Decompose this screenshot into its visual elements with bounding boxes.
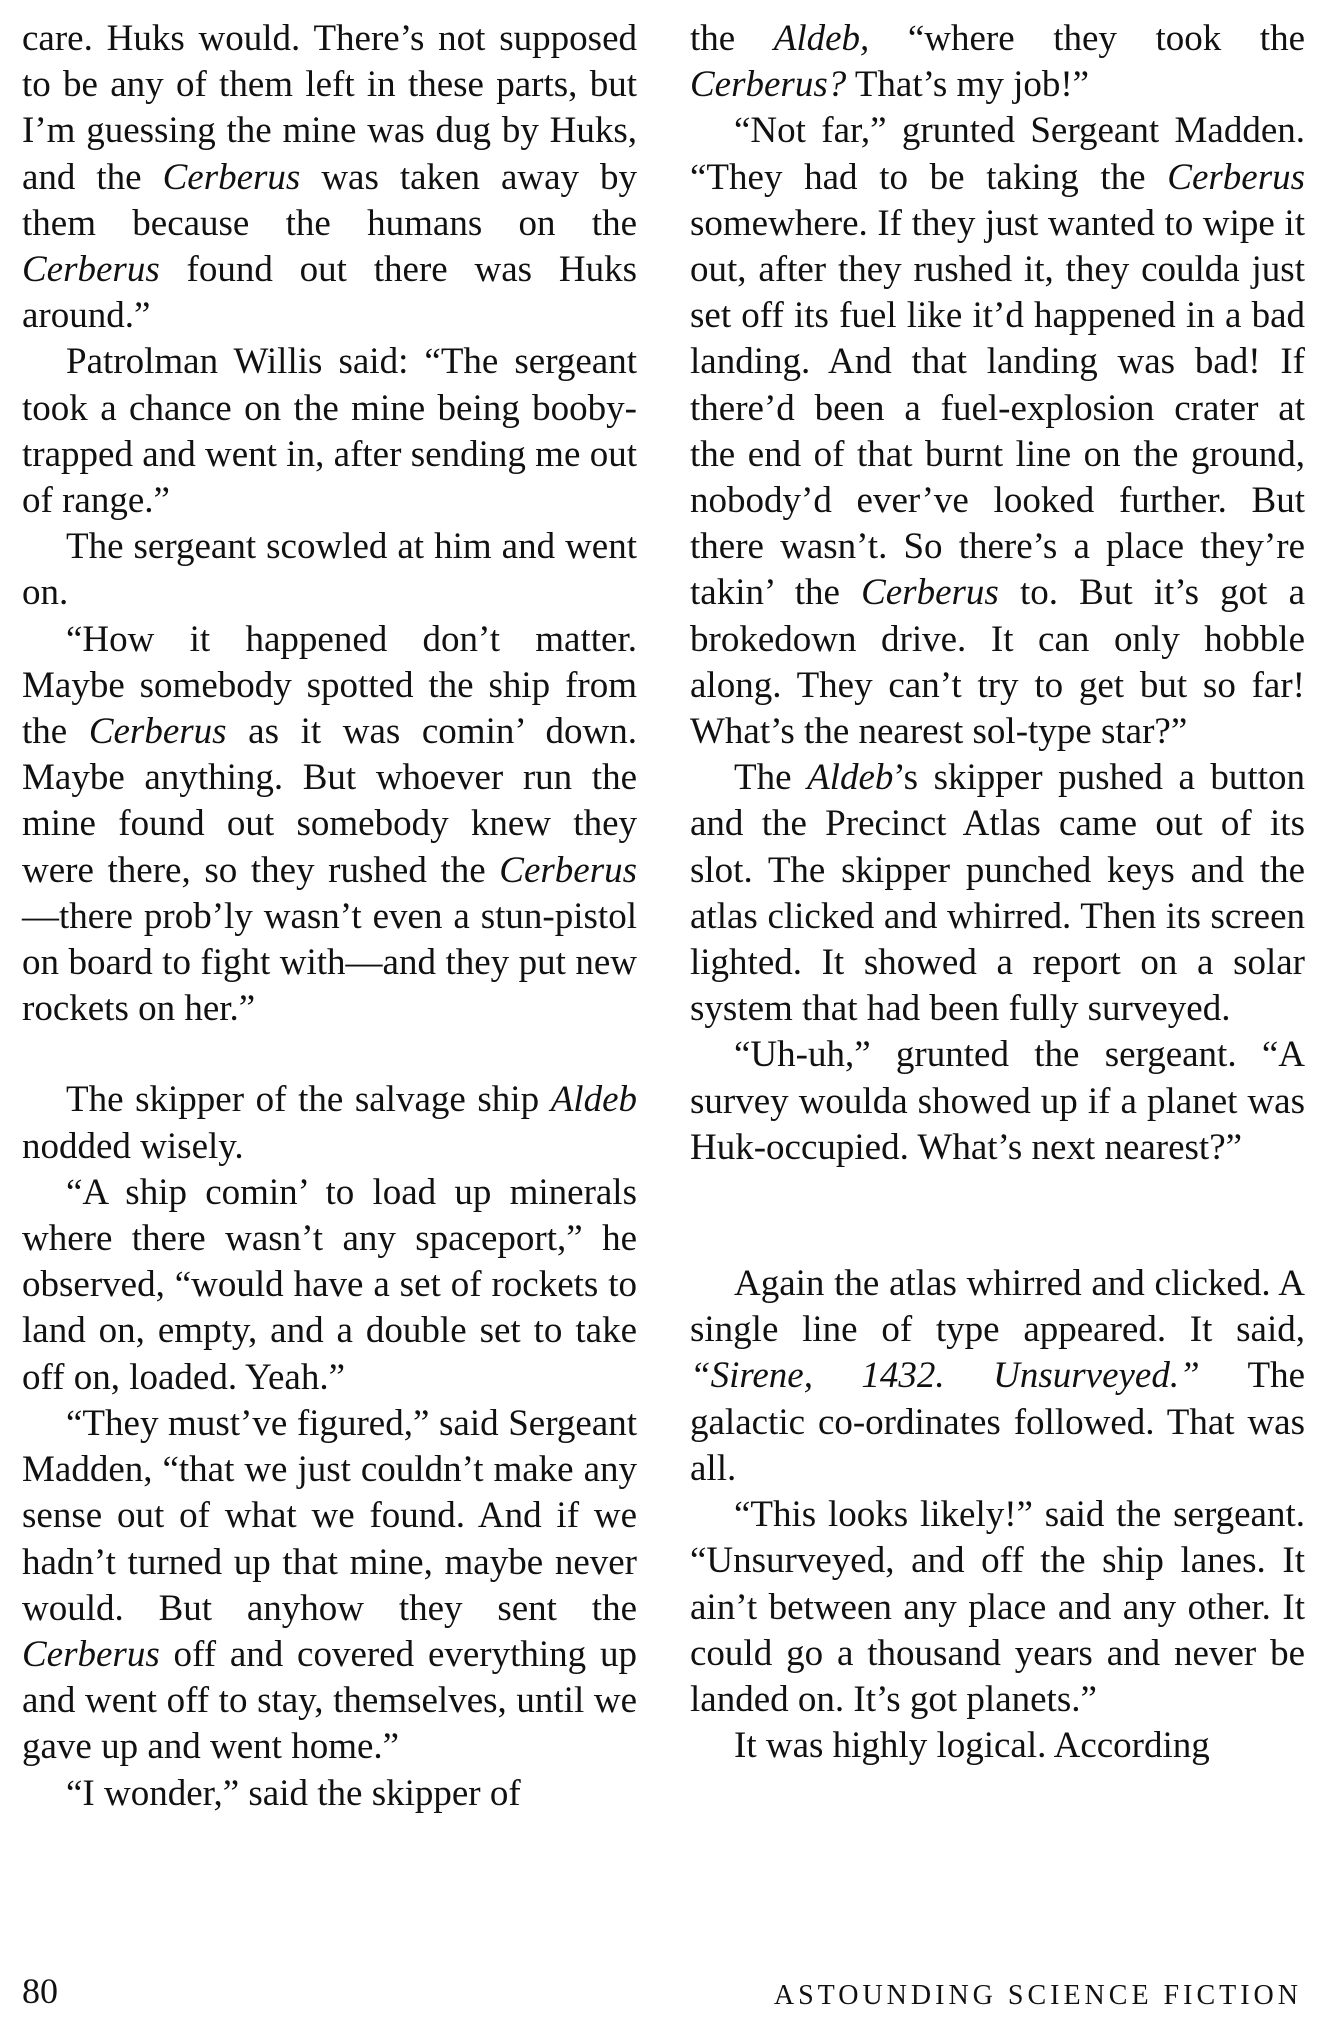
page-number: 80 (22, 1971, 58, 2011)
italic-text: Aldeb (550, 1079, 637, 1121)
paragraph (690, 755, 1305, 1032)
paragraph (690, 1492, 1305, 1723)
paragraph (690, 1723, 1305, 1769)
text-run: “Not far,” grunted Sergeant Madden. “They had to be taking the (690, 110, 1305, 198)
text-run: ’s skipper pushed a button and the Precinct Atlas came out of its slot. The skipper punched keys and the atlas clicked and whirred. Then its screen lighted. It showed a report on a solar system that had been fully surveyed. (690, 757, 1305, 1030)
text-run: The galactic co-ordinates followed. That was all. (690, 1355, 1306, 1489)
paragraph (690, 1032, 1305, 1171)
left-column (22, 16, 637, 1817)
text-run: Patrolman Willis said: “The sergeant took a chance on the mine being booby-trapped and went in, after sending me out of range.” (22, 341, 637, 522)
text-run: found out there was Huks around.” (22, 249, 637, 337)
text-run: “How it happened don’t matter. Maybe somebody spotted the ship from the (22, 618, 637, 753)
text-run: off and covered everything up and went off to stay, themselves, until we gave up and went home.” (22, 1633, 637, 1768)
text-run: The skipper of the salvage ship (66, 1079, 551, 1121)
text-run: somewhere. If they just wanted to wipe it out, after they rushed it, they coulda just set off its fuel like it’d happened in a bad landing. And that landing was bad! If there’d been a fuel-explosion crater at the end of that burnt line on the ground, nobody’d ever’ve looked further. But there wasn’t. So there’s a place they’re takin’ the (690, 202, 1305, 614)
text-run: That’s my job!” (846, 64, 1090, 106)
italic-text: Aldeb (807, 757, 894, 799)
italic-text: Cerberus (861, 572, 999, 614)
text-run: care. Huks would. There’s not supposed to be any of them left in these parts, but I’m guessing the mine was dug by Huks, and the (22, 18, 637, 198)
text-run: It was highly logical. According (734, 1725, 1210, 1767)
text-run: The sergeant scowled at him and went on. (22, 526, 637, 614)
italic-text: Cerberus (22, 1633, 160, 1675)
paragraph (22, 339, 637, 524)
italic-text: Cerberus (162, 156, 301, 198)
italic-text: Cerberus (22, 249, 160, 291)
right-column (690, 16, 1305, 1769)
text-run: to. But it’s got a brokedown drive. It can only hobble along. They can’t try to get but so far! What’s the nearest sol-type star?” (690, 572, 1306, 753)
paragraph (690, 1261, 1305, 1492)
text-run: was taken away by them because the humans on the (22, 156, 637, 244)
text-run: as it was comin’ down. Maybe anything. But whoever run the mine found out somebody knew they were there, so they rushed the (22, 711, 638, 891)
italic-text: “Sirene, 1432. Unsurveyed.” (690, 1355, 1200, 1397)
italic-text: Cerberus? (690, 64, 847, 106)
running-footer-title: ASTOUNDING SCIENCE FICTION (773, 1980, 1302, 2011)
italic-text: Aldeb, (773, 18, 870, 59)
text-run: —there prob’ly wasn’t even a stun-pistol on board to fight with—and they put new rockets on her.” (22, 895, 637, 1030)
paragraph (22, 1077, 637, 1169)
paragraph (22, 1170, 637, 1401)
text-run: nodded wisely. (22, 1125, 244, 1167)
italic-text: Cerberus (88, 711, 227, 753)
paragraph (690, 108, 1305, 755)
italic-text: Cerberus (1167, 156, 1305, 198)
paragraph (22, 1401, 637, 1771)
text-run: “A ship comin’ to load up minerals where there wasn’t any spaceport,” he observed, “would have a set of rockets to land on, empty, and a double set to take off on, loaded. Yeah.” (22, 1171, 637, 1398)
text-run: the (690, 18, 774, 59)
text-run: “Uh-uh,” grunted the sergeant. “A survey woulda showed up if a planet was Huk-occupied. What’s next nearest?” (690, 1034, 1305, 1168)
paragraph (690, 16, 1305, 108)
paragraph (22, 1771, 637, 1817)
paragraph (22, 524, 637, 616)
text-run: The (734, 757, 808, 799)
italic-text: Cerberus (499, 849, 637, 891)
text-run: Again the atlas whirred and clicked. A single line of type appeared. It said, (690, 1263, 1305, 1351)
paragraph (22, 617, 637, 1033)
text-run: “They must’ve figured,” said Sergeant Madden, “that we just couldn’t make any sense out of what we found. And if we hadn’t turned up that mine, maybe never would. But anyhow they sent the (22, 1402, 637, 1629)
text-run: “This looks likely!” said the sergeant. “Unsurveyed, and off the ship lanes. It ain’t between any place and any other. It could go a thousand years and never be landed on. It’s got planets.” (690, 1494, 1305, 1720)
paragraph (22, 16, 637, 339)
text-run: “I wonder,” said the skipper of (66, 1772, 521, 1814)
text-run: “where they took the (869, 18, 1305, 59)
